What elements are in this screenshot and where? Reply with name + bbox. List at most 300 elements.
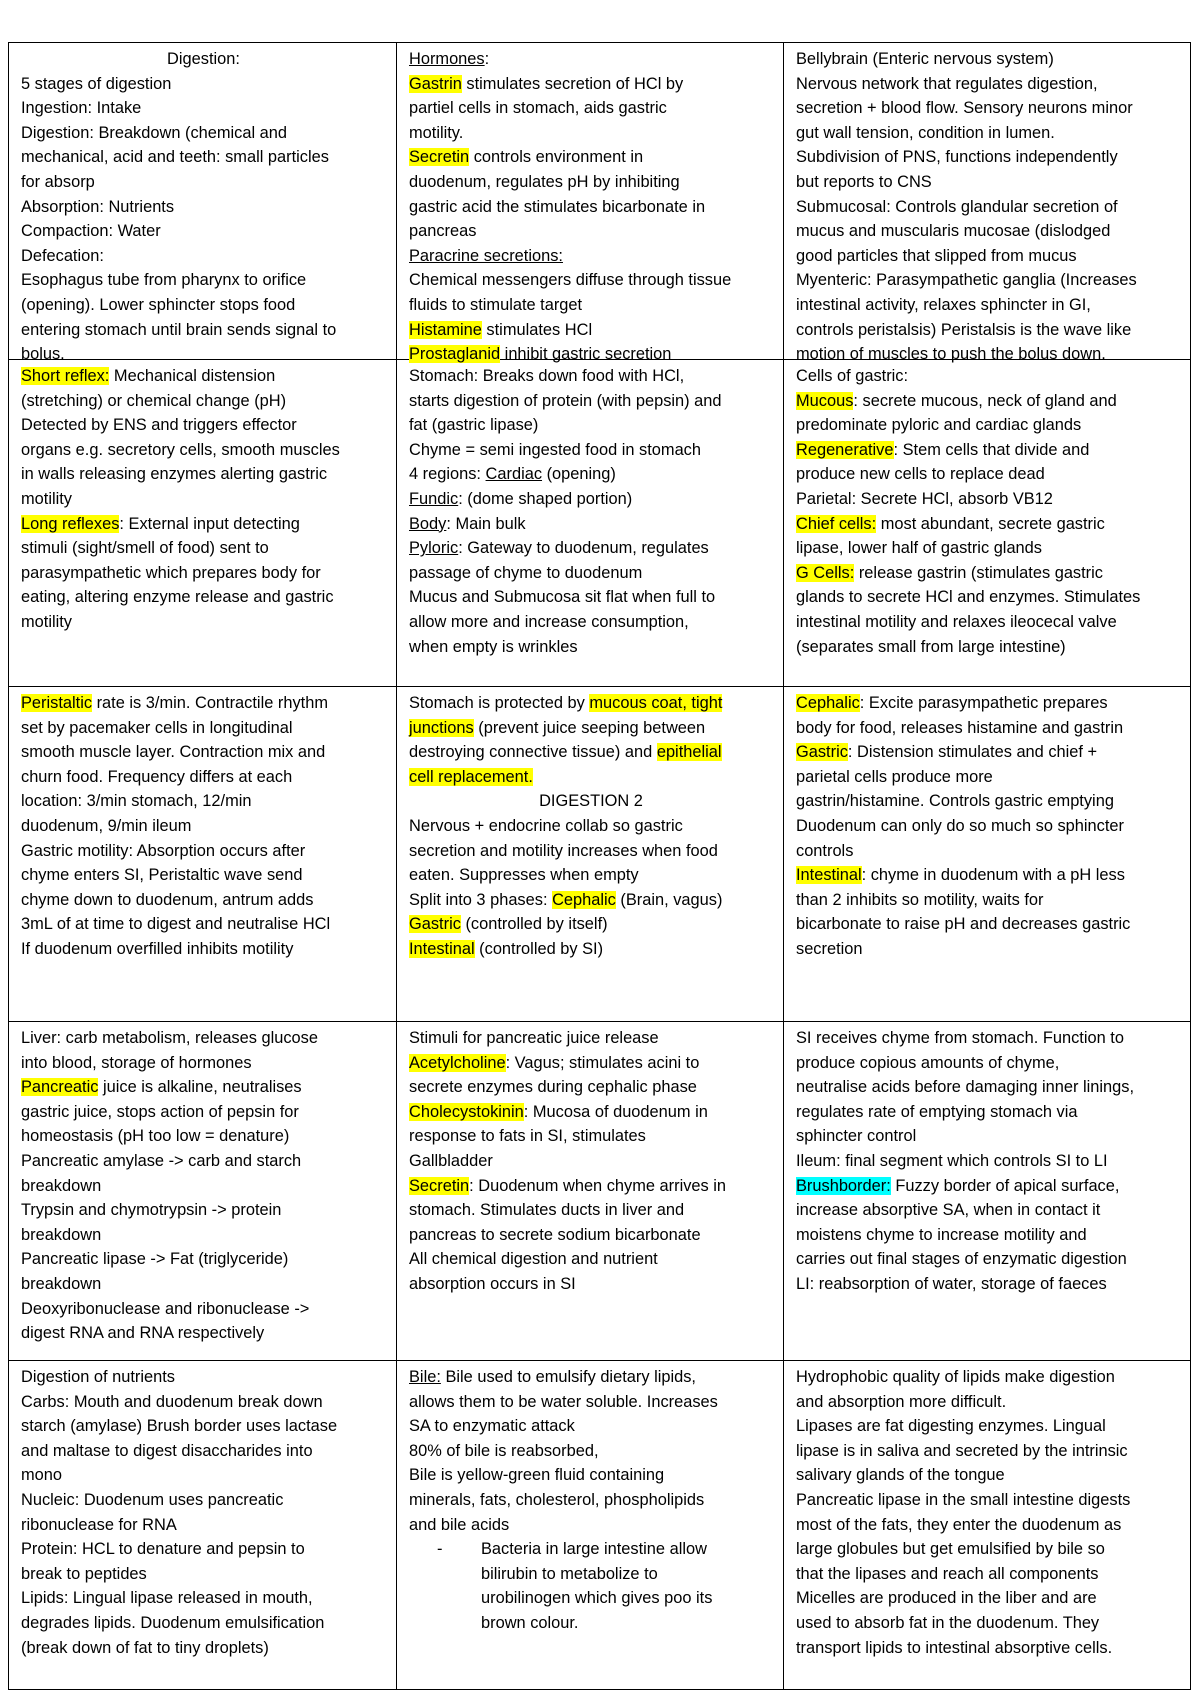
note-line (796, 219, 1180, 244)
note-text: Pancreatic lipase -> Fat (triglyceride) (21, 1250, 289, 1269)
note-cell-content (409, 691, 773, 962)
note-text: destroying connective tissue) and (409, 743, 657, 762)
note-text: duodenum, regulates pH by inhibiting (409, 172, 680, 191)
note-line (409, 121, 773, 146)
note-text: glands to secrete HCl and enzymes. Stimulates (796, 588, 1141, 607)
notes-row (9, 43, 1191, 360)
note-text: Bile used to emulsify dietary lipids, (440, 1368, 696, 1386)
note-text: mono (21, 1466, 63, 1485)
note-line (796, 937, 1180, 962)
note-text: Compaction: Water (21, 222, 161, 241)
note-text: and maltase to digest disaccharides into (21, 1441, 313, 1460)
note-cell-content (21, 1365, 386, 1660)
note-text: Chyme = semi ingested food in stomach (409, 440, 701, 459)
note-text: Chemical messengers diffuse through tissue (409, 271, 732, 290)
note-text: Liver: carb metabolism, releases glucose (21, 1029, 318, 1047)
note-text: increase absorptive SA, when in contact it (796, 1201, 1101, 1220)
note-line (409, 536, 773, 561)
note-line (21, 691, 386, 716)
note-text: bicarbonate to raise pH and decreases gastric (796, 915, 1131, 934)
note-line (21, 1297, 386, 1322)
note-line (796, 789, 1180, 814)
note-text: moistens chyme to increase motility and (796, 1225, 1087, 1244)
note-text: Absorption: Nutrients (21, 197, 175, 216)
note-line (21, 1223, 386, 1248)
note-text: (Brain, vagus) (615, 890, 723, 909)
note-text: breakdown (21, 1274, 102, 1293)
notes-table (8, 42, 1191, 1690)
note-text: (opening). Lower sphincter stops food (21, 295, 296, 314)
note-text: gastrin/histamine. Controls gastric emptying (796, 792, 1114, 811)
note-line (409, 1051, 773, 1076)
note-text: minerals, fats, cholesterol, phospholipids (409, 1490, 705, 1509)
note-cell-content (409, 364, 773, 659)
note-text: brown colour. (481, 1613, 579, 1632)
note-text: : (dome shaped portion) (458, 489, 633, 508)
note-text: 5 stages of digestion (21, 74, 172, 93)
note-text: Digestion: (167, 50, 240, 68)
note-line (409, 145, 773, 170)
note-text: mechanical, acid and teeth: small particles (21, 148, 329, 167)
note-text: intestinal activity, relaxes sphincter in GI, (796, 295, 1091, 314)
note-line (796, 487, 1180, 512)
note-line (409, 937, 773, 962)
note-cell (397, 43, 784, 364)
highlighted-term: Cholecystokinin (409, 1102, 524, 1121)
note-text: controls peristalsis) Peristalsis is the wave like (796, 320, 1132, 339)
note-text: regulates rate of emptying stomach via (796, 1102, 1078, 1121)
highlighted-term: Secretin (409, 148, 470, 167)
note-line (21, 1100, 386, 1125)
note-cell (9, 360, 397, 687)
highlighted-term: epithelial (656, 743, 722, 762)
note-text: when empty is wrinkles (409, 637, 578, 656)
note-text: large globules but get emulsified by bile so (796, 1540, 1105, 1559)
note-line (409, 413, 773, 438)
note-line (409, 716, 773, 741)
note-text: Stomach is protected by (409, 694, 590, 712)
note-line (21, 293, 386, 318)
note-line (796, 1586, 1180, 1611)
note-line (21, 789, 386, 814)
note-line (796, 1414, 1180, 1439)
note-line (21, 389, 386, 414)
note-text: motility. (409, 123, 464, 142)
note-line (21, 716, 386, 741)
highlighted-term: Acetylcholine (409, 1053, 506, 1072)
note-text: mucus and muscularis mucosae (dislodged (796, 222, 1111, 241)
note-line (21, 1611, 386, 1636)
note-text: motion of muscles to push the bolus down. (796, 345, 1106, 364)
note-text: than 2 inhibits so motility, waits for (796, 890, 1044, 909)
note-text: : Gateway to duodenum, regulates (458, 539, 709, 558)
note-line (21, 1390, 386, 1415)
note-text: (stretching) or chemical change (pH) (21, 391, 287, 410)
note-text: transport lipids to intestinal absorptive cells. (796, 1638, 1113, 1657)
note-text: 80% of bile is reabsorbed, (409, 1441, 599, 1460)
note-line (21, 912, 386, 937)
note-cell (9, 1361, 397, 1690)
note-line (21, 1488, 386, 1513)
note-line (21, 561, 386, 586)
note-cell-content (21, 47, 386, 364)
note-line (21, 1051, 386, 1076)
note-text: Stimuli for pancreatic juice release (409, 1029, 659, 1047)
note-text: location: 3/min stomach, 12/min (21, 792, 252, 811)
note-line (21, 512, 386, 537)
highlighted-term: Chief cells: (796, 514, 877, 533)
notes-page (8, 42, 1190, 1657)
note-text: : chyme in duodenum with a pH less (861, 866, 1125, 885)
note-line (409, 1223, 773, 1248)
note-line (21, 364, 386, 389)
note-text: secretion (796, 939, 863, 958)
note-text: Myenteric: Parasympathetic ganglia (Increases (796, 271, 1137, 290)
note-text: ribonuclease for RNA (21, 1515, 177, 1534)
note-cell (9, 687, 397, 1022)
note-line (409, 585, 773, 610)
note-line (796, 1198, 1180, 1223)
note-text: : Mucosa of duodenum in (523, 1102, 708, 1121)
note-line (21, 244, 386, 269)
note-cell (9, 1022, 397, 1361)
note-text: controls (796, 841, 854, 860)
note-line (796, 691, 1180, 716)
note-text: Deoxyribonuclease and ribonuclease -> (21, 1299, 310, 1318)
note-text: most abundant, secrete gastric (876, 514, 1105, 533)
note-cell-content (409, 1365, 773, 1636)
note-line (796, 1636, 1180, 1661)
note-text: Micelles are produced in the liber and are (796, 1589, 1097, 1608)
note-cell (784, 360, 1191, 687)
note-line (21, 585, 386, 610)
note-text: for absorp (21, 172, 95, 191)
note-text: Detected by ENS and triggers effector (21, 416, 297, 435)
note-line (409, 462, 773, 487)
note-line (796, 121, 1180, 146)
note-cell (397, 1022, 784, 1361)
highlighted-term: Cephalic (796, 694, 860, 712)
note-text: secretion and motility increases when food (409, 841, 718, 860)
note-line (409, 487, 773, 512)
note-line (796, 561, 1180, 586)
note-line (409, 72, 773, 97)
underlined-term: Fundic (409, 489, 459, 508)
note-text: passage of chyme to duodenum (409, 563, 643, 582)
note-text: chyme enters SI, Peristaltic wave send (21, 866, 303, 885)
underlined-term: Bile: (409, 1368, 441, 1386)
note-line (21, 1124, 386, 1149)
note-text: DIGESTION 2 (539, 792, 643, 811)
note-text: partiel cells in stomach, aids gastric (409, 99, 667, 118)
highlighted-term: Histamine (409, 320, 482, 339)
note-text: Cells of gastric: (796, 367, 909, 385)
note-text: bolus. (21, 345, 65, 364)
note-text: : Excite parasympathetic prepares (859, 694, 1108, 712)
note-line (409, 219, 773, 244)
note-text: degrades lipids. Duodenum emulsification (21, 1613, 325, 1632)
note-text: bilirubin to metabolize to (481, 1564, 658, 1583)
note-line (796, 1051, 1180, 1076)
note-cell-content (796, 1026, 1180, 1297)
note-line (409, 1247, 773, 1272)
note-text: but reports to CNS (796, 172, 932, 191)
notes-table-body (9, 43, 1191, 1690)
note-line (796, 462, 1180, 487)
note-text: motility (21, 612, 72, 631)
bullet-dash: - (437, 1540, 443, 1559)
note-text: gut wall tension, condition in lumen. (796, 123, 1055, 142)
note-line (409, 839, 773, 864)
note-line (21, 96, 386, 121)
note-text: sphincter control (796, 1127, 917, 1146)
note-line (796, 765, 1180, 790)
highlighted-term: Intestinal (409, 939, 475, 958)
note-text: set by pacemaker cells in longitudinal (21, 718, 293, 737)
note-line (409, 389, 773, 414)
note-text: Pancreatic lipase in the small intestine digests (796, 1490, 1131, 1509)
note-line (796, 413, 1180, 438)
note-line (409, 1611, 773, 1636)
note-line (409, 1562, 773, 1587)
note-text: Ingestion: Intake (21, 99, 142, 118)
note-line (21, 438, 386, 463)
note-line (796, 1100, 1180, 1125)
note-cell-content (796, 1365, 1180, 1660)
note-text: : Stem cells that divide and (893, 440, 1090, 459)
note-text: parietal cells produce more (796, 767, 993, 786)
notes-row (9, 687, 1191, 1022)
note-line (796, 1247, 1180, 1272)
note-text: stimulates HCl (481, 320, 593, 339)
note-line (796, 72, 1180, 97)
note-line (21, 888, 386, 913)
note-text: Ileum: final segment which controls SI to LI (796, 1151, 1108, 1170)
note-line (796, 536, 1180, 561)
note-line (21, 937, 386, 962)
note-line (21, 1321, 386, 1346)
note-line (796, 839, 1180, 864)
note-line (409, 1198, 773, 1223)
note-line (796, 364, 1180, 389)
note-line (409, 1488, 773, 1513)
note-text: controls environment in (469, 148, 644, 167)
note-line (409, 765, 773, 790)
note-cell (784, 687, 1191, 1022)
note-line (409, 1439, 773, 1464)
note-line (21, 1272, 386, 1297)
note-text: Gastric motility: Absorption occurs after (21, 841, 306, 860)
note-text: pancreas to secrete sodium bicarbonate (409, 1225, 701, 1244)
note-text: gastric acid the stimulates bicarbonate in (409, 197, 706, 216)
note-line (796, 1026, 1180, 1051)
note-cell-content (21, 691, 386, 962)
note-text: : Main bulk (446, 514, 526, 533)
note-text: Lipids: Lingual lipase released in mouth, (21, 1589, 313, 1608)
underlined-term: Cardiac (485, 465, 543, 484)
note-line (409, 170, 773, 195)
note-line (409, 364, 773, 389)
note-line (796, 1075, 1180, 1100)
note-text: (break down of fat to tiny droplets) (21, 1638, 269, 1657)
notes-row (9, 360, 1191, 687)
note-text: Stomach: Breaks down food with HCl, (409, 367, 685, 385)
note-line (409, 863, 773, 888)
note-text: If duodenum overfilled inhibits motility (21, 939, 294, 958)
note-text: homeostasis (pH too low = denature) (21, 1127, 290, 1146)
note-text: Nervous + endocrine collab so gastric (409, 816, 683, 835)
note-text: and absorption more difficult. (796, 1392, 1007, 1411)
note-line (21, 1414, 386, 1439)
underlined-term: Paracrine secretions: (409, 246, 563, 265)
note-text: neutralise acids before damaging inner linings, (796, 1078, 1135, 1097)
note-line (796, 145, 1180, 170)
note-line (796, 1611, 1180, 1636)
note-text: digest RNA and RNA respectively (21, 1324, 265, 1343)
highlighted-term: Short reflex: (21, 367, 110, 385)
note-text: gastric juice, stops action of pepsin for (21, 1102, 299, 1121)
note-text: stomach. Stimulates ducts in liver and (409, 1201, 685, 1220)
note-text: 3mL of at time to digest and neutralise HCl (21, 915, 331, 934)
note-line (409, 1414, 773, 1439)
highlighted-term: Gastric (796, 743, 848, 762)
note-line (796, 1463, 1180, 1488)
note-text: starts digestion of protein (with pepsin) and (409, 391, 722, 410)
highlighted-term: Secretin (409, 1176, 470, 1195)
note-line (409, 561, 773, 586)
note-line (796, 389, 1180, 414)
note-text: Protein: HCL to denature and pepsin to (21, 1540, 305, 1559)
note-line (796, 1562, 1180, 1587)
note-line (409, 268, 773, 293)
note-cell-content (796, 364, 1180, 659)
note-line (409, 293, 773, 318)
note-text: Pancreatic amylase -> carb and starch (21, 1151, 302, 1170)
note-line (409, 47, 773, 72)
note-cell (9, 43, 397, 364)
note-cell-content (21, 364, 386, 635)
note-line (21, 462, 386, 487)
note-text: : Duodenum when chyme arrives in (469, 1176, 727, 1195)
note-cell-content (796, 691, 1180, 962)
note-text: Mucus and Submucosa sit flat when full to (409, 588, 716, 607)
note-text: eating, altering enzyme release and gastric (21, 588, 334, 607)
note-text: predominate pyloric and cardiac glands (796, 416, 1082, 435)
highlighted-term: Peristaltic (21, 694, 93, 712)
note-text: juice is alkaline, neutralises (98, 1078, 302, 1097)
note-text: Bacteria in large intestine allow (481, 1540, 707, 1559)
highlighted-term: cell replacement. (409, 767, 533, 786)
note-line (21, 1198, 386, 1223)
note-line (21, 145, 386, 170)
note-line (21, 1247, 386, 1272)
note-text: stimuli (sight/smell of food) sent to (21, 539, 269, 558)
note-text: used to absorb fat in the duodenum. They (796, 1613, 1100, 1632)
highlighted-term: Brushborder: (796, 1176, 891, 1195)
note-line (409, 691, 773, 716)
note-line (21, 1174, 386, 1199)
note-text: salivary glands of the tongue (796, 1466, 1005, 1485)
note-text: and bile acids (409, 1515, 510, 1534)
note-line (796, 1365, 1180, 1390)
highlighted-term: Intestinal (796, 866, 862, 885)
note-line (409, 1174, 773, 1199)
note-text: Gallbladder (409, 1151, 493, 1170)
note-text: Nervous network that regulates digestion, (796, 74, 1098, 93)
note-line (21, 1149, 386, 1174)
note-line (21, 268, 386, 293)
note-text: All chemical digestion and nutrient (409, 1250, 658, 1269)
note-text: (prevent juice seeping between (473, 718, 706, 737)
note-text: Bile is yellow-green fluid containing (409, 1466, 665, 1485)
note-line (409, 1272, 773, 1297)
note-text: Split into 3 phases: (409, 890, 553, 909)
note-text: response to fats in SI, stimulates (409, 1127, 646, 1146)
note-line (409, 1365, 773, 1390)
note-line (409, 96, 773, 121)
note-text: that the lipases and reach all components (796, 1564, 1099, 1583)
note-text: (opening) (542, 465, 616, 484)
highlighted-term: G Cells: (796, 563, 855, 582)
note-text: LI: reabsorption of water, storage of faeces (796, 1274, 1107, 1293)
note-text: breakdown (21, 1176, 102, 1195)
note-line (21, 1439, 386, 1464)
note-line (796, 1439, 1180, 1464)
note-line (409, 318, 773, 343)
note-text: chyme down to duodenum, antrum adds (21, 890, 314, 909)
note-line (796, 1149, 1180, 1174)
note-text: Nucleic: Duodenum uses pancreatic (21, 1490, 284, 1509)
note-text: fat (gastric lipase) (409, 416, 539, 435)
note-text: Submucosal: Controls glandular secretion of (796, 197, 1118, 216)
highlighted-term: Gastric (409, 915, 461, 934)
note-text: Hydrophobic quality of lipids make digestion (796, 1368, 1115, 1386)
note-line (409, 195, 773, 220)
note-line (409, 635, 773, 660)
note-line (409, 1075, 773, 1100)
note-line (409, 740, 773, 765)
highlighted-term: mucous coat, tight (589, 694, 723, 712)
note-line (796, 268, 1180, 293)
note-text: churn food. Frequency differs at each (21, 767, 293, 786)
underlined-term: Hormones (409, 50, 485, 68)
note-line (796, 1537, 1180, 1562)
note-text: produce copious amounts of chyme, (796, 1053, 1060, 1072)
note-line (409, 1026, 773, 1051)
note-text: smooth muscle layer. Contraction mix and (21, 743, 326, 762)
note-text: : Vagus; stimulates acini to (505, 1053, 700, 1072)
note-line (21, 121, 386, 146)
note-text: intestinal motility and relaxes ileocecal valve (796, 612, 1117, 631)
highlighted-term: Gastrin (409, 74, 462, 93)
note-line (409, 912, 773, 937)
note-line (21, 1365, 386, 1390)
note-text: Digestion: Breakdown (chemical and (21, 123, 288, 142)
note-line (796, 438, 1180, 463)
note-line (796, 244, 1180, 269)
note-cell (784, 1361, 1191, 1690)
note-line (796, 195, 1180, 220)
note-line (409, 1463, 773, 1488)
highlighted-term: Regenerative (796, 440, 894, 459)
note-line (796, 170, 1180, 195)
note-line (21, 1463, 386, 1488)
note-line (796, 814, 1180, 839)
note-text: entering stomach until brain sends signal to (21, 320, 337, 339)
note-line (21, 47, 386, 72)
note-line (796, 635, 1180, 660)
note-line (796, 1488, 1180, 1513)
